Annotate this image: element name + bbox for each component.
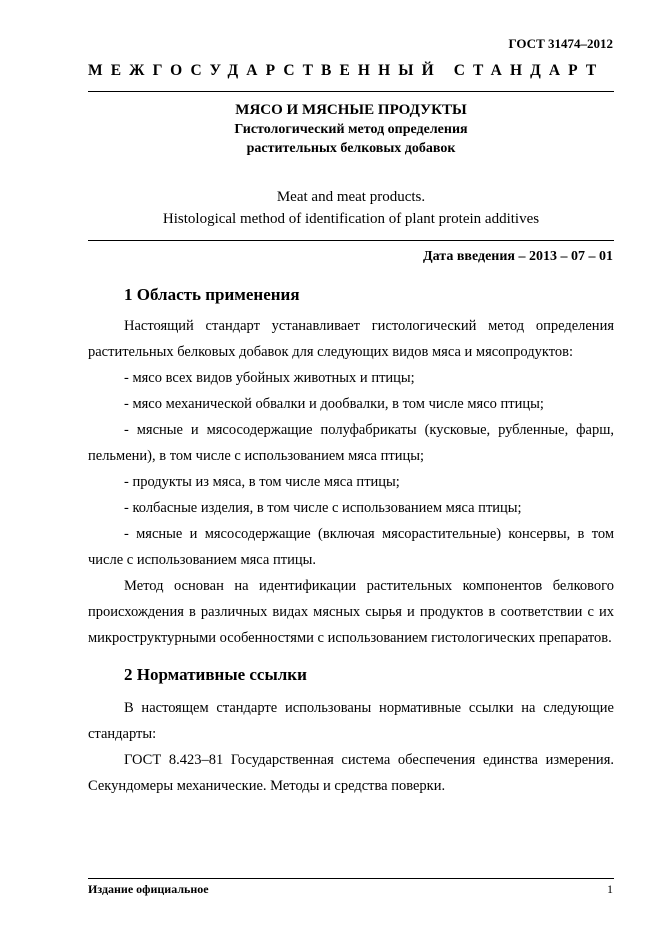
- title-main: МЯСО И МЯСНЫЕ ПРОДУКТЫ: [235, 102, 467, 118]
- title-sub-line-1: Гистологический метод определения: [234, 122, 468, 137]
- section-2-paragraph: В настоящем стандарте использованы нормативные ссылки на следующие стандарты:: [88, 700, 614, 742]
- page-number: 1: [607, 882, 613, 896]
- title-sub-line-2: растительных белковых добавок: [246, 141, 456, 156]
- section-1-heading: 1 Область применения: [124, 285, 300, 304]
- top-divider: [88, 91, 614, 92]
- introduction-date: Дата введения – 2013 – 07 – 01: [423, 249, 613, 264]
- footer-divider: [88, 878, 614, 879]
- section-2-reference: ГОСТ 8.423–81 Государственная система обеспечения единства измерения. Секундомеры механические. Методы и средства поверки.: [88, 752, 614, 794]
- title-divider: [88, 240, 614, 241]
- english-title-block: [88, 186, 614, 230]
- section-1-list-item: - колбасные изделия, в том числе с использованием мяса птицы;: [124, 500, 522, 516]
- section-1-list-item: - мясные и мясосодержащие полуфабрикаты (кусковые, рубленные, фарш, пельмени), в том числе с использованием мяса птицы;: [88, 422, 614, 464]
- section-1-list-item: - мясо всех видов убойных животных и птицы;: [124, 370, 415, 386]
- section-1-list-item: - мясные и мясосодержащие (включая мясорастительные) консервы, в том числе с использованием мяса птицы.: [88, 526, 614, 568]
- section-1-list-item: - продукты из мяса, в том числе мяса птицы;: [124, 474, 400, 490]
- standard-type-heading: МЕЖГОСУДАРСТВЕННЫЙ СТАНДАРТ: [88, 62, 605, 79]
- section-1-paragraph: Настоящий стандарт устанавливает гистологический метод определения растительных белковых добавок для следующих видов мяса и мясопродуктов:: [88, 318, 614, 360]
- document-body: [88, 281, 614, 799]
- english-title-sub: Histological method of identification of plant protein additives: [162, 211, 540, 227]
- russian-title-block: [88, 100, 614, 158]
- section-1-list-item: - мясо механической обвалки и дообвалки, в том числе мясо птицы;: [124, 396, 544, 412]
- document-code: ГОСТ 31474–2012: [508, 36, 613, 51]
- section-1-paragraph: Метод основан на идентификации растительных компонентов белкового происхождения в различных видах мясных сырья и продуктов в соответствии с их микроструктурными особенностями с использованием гистологических препаратов.: [88, 578, 614, 646]
- edition-label: Издание официальное: [88, 882, 209, 896]
- english-title-main: Meat and meat products.: [276, 189, 426, 205]
- section-2-heading: 2 Нормативные ссылки: [124, 665, 307, 684]
